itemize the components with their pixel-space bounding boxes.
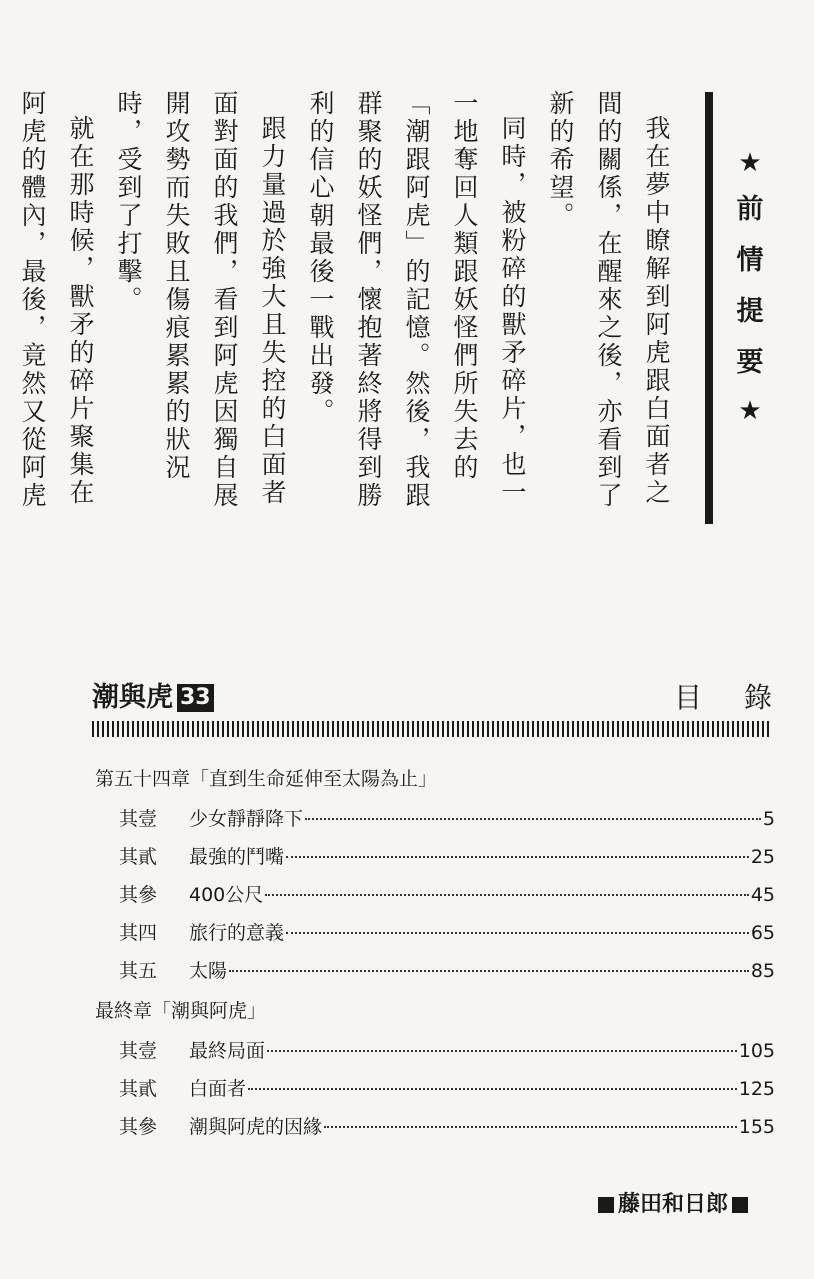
dot-leader bbox=[229, 970, 749, 972]
recap-title-char: 情 bbox=[736, 245, 764, 276]
dot-leader bbox=[267, 1050, 737, 1052]
entry-title: 最強的鬥嘴 bbox=[189, 846, 285, 868]
chapter-heading: 第五十四章「直到生命延伸至太陽為止」 bbox=[95, 768, 438, 790]
toc-header bbox=[92, 680, 814, 720]
toc-entry[interactable] bbox=[95, 919, 775, 947]
entry-number: 其貳 bbox=[119, 846, 158, 868]
author-credit bbox=[594, 1190, 752, 1220]
dot-leader bbox=[286, 856, 749, 858]
author-name: 藤田和日郎 bbox=[617, 1192, 728, 1217]
entry-title: 太陽 bbox=[189, 960, 228, 982]
square-bullet-icon bbox=[732, 1197, 748, 1213]
entry-page: 65 bbox=[750, 922, 775, 944]
entry-title: 潮與阿虎的因緣 bbox=[189, 1116, 323, 1138]
entry-title: 白面者 bbox=[189, 1078, 247, 1100]
series-title bbox=[92, 680, 214, 716]
square-bullet-icon bbox=[598, 1197, 614, 1213]
entry-page: 45 bbox=[750, 884, 775, 906]
recap-paragraph: 就在那時候，獸矛的碎片聚集在阿虎的體內，最後，竟然又從阿虎 bbox=[18, 90, 95, 510]
toc-entry[interactable] bbox=[95, 1113, 775, 1141]
toc-entry[interactable] bbox=[95, 1075, 775, 1103]
recap-title-char: 提 bbox=[736, 296, 764, 327]
recap-divider-bar bbox=[705, 92, 713, 524]
entry-number: 其五 bbox=[119, 960, 158, 982]
entry-page: 85 bbox=[750, 960, 775, 982]
entry-title: 最終局面 bbox=[189, 1040, 266, 1062]
entry-number: 其壹 bbox=[119, 1040, 158, 1062]
entry-page: 155 bbox=[738, 1116, 775, 1138]
dot-leader bbox=[265, 894, 749, 896]
toc-entry[interactable] bbox=[95, 805, 775, 833]
entry-number: 其四 bbox=[119, 922, 158, 944]
recap-title bbox=[730, 150, 770, 424]
recap-paragraph: 我在夢中瞭解到阿虎跟白面者之間的關係，在醒來之後，亦看到了新的希望。 bbox=[546, 90, 671, 510]
entry-page: 25 bbox=[750, 846, 775, 868]
entry-page: 105 bbox=[738, 1040, 775, 1062]
series-title-text: 潮與虎 bbox=[92, 682, 173, 713]
dot-leader bbox=[305, 818, 761, 820]
entry-number: 其貳 bbox=[119, 1078, 158, 1100]
toc-entry[interactable] bbox=[95, 881, 775, 909]
recap-title-char: 要 bbox=[736, 347, 764, 378]
toc-entry[interactable] bbox=[95, 957, 775, 985]
recap-paragraph: 同時，被粉碎的獸矛碎片，也一一地奪回人類跟妖怪們所失去的「潮跟阿虎」的記憶。然後，我跟群聚的妖怪們，懷抱著終將得到勝利的信心朝最後一戰出發。 bbox=[306, 90, 527, 510]
chapter-heading: 最終章「潮與阿虎」 bbox=[95, 1000, 267, 1022]
entry-title: 400公尺 bbox=[189, 884, 264, 906]
toc-entry[interactable] bbox=[95, 1037, 775, 1065]
entry-number: 其壹 bbox=[119, 808, 158, 830]
recap-paragraph: 跟力量過於強大且失控的白面者面對面的我們，看到阿虎因獨自展開攻勢而失敗且傷痕累累的狀況時，受到了打擊。 bbox=[114, 90, 287, 510]
entry-title: 少女靜靜降下 bbox=[189, 808, 304, 830]
dot-leader bbox=[248, 1088, 737, 1090]
entry-page: 5 bbox=[762, 808, 775, 830]
entry-number: 其參 bbox=[119, 884, 158, 906]
toc-rule bbox=[92, 721, 772, 737]
recap-title-char: 前 bbox=[736, 194, 764, 225]
volume-badge: 33 bbox=[177, 684, 214, 712]
entry-page: 125 bbox=[738, 1078, 775, 1100]
entry-title: 旅行的意義 bbox=[189, 922, 285, 944]
star-icon: ★ bbox=[738, 148, 762, 178]
dot-leader bbox=[286, 932, 749, 934]
entry-number: 其參 bbox=[119, 1116, 158, 1138]
recap-body bbox=[18, 90, 680, 530]
toc-entry[interactable] bbox=[95, 843, 775, 871]
table-of-contents bbox=[95, 765, 775, 1151]
star-icon: ★ bbox=[738, 396, 762, 426]
contents-title: 目錄 bbox=[673, 681, 814, 714]
dot-leader bbox=[324, 1126, 737, 1128]
